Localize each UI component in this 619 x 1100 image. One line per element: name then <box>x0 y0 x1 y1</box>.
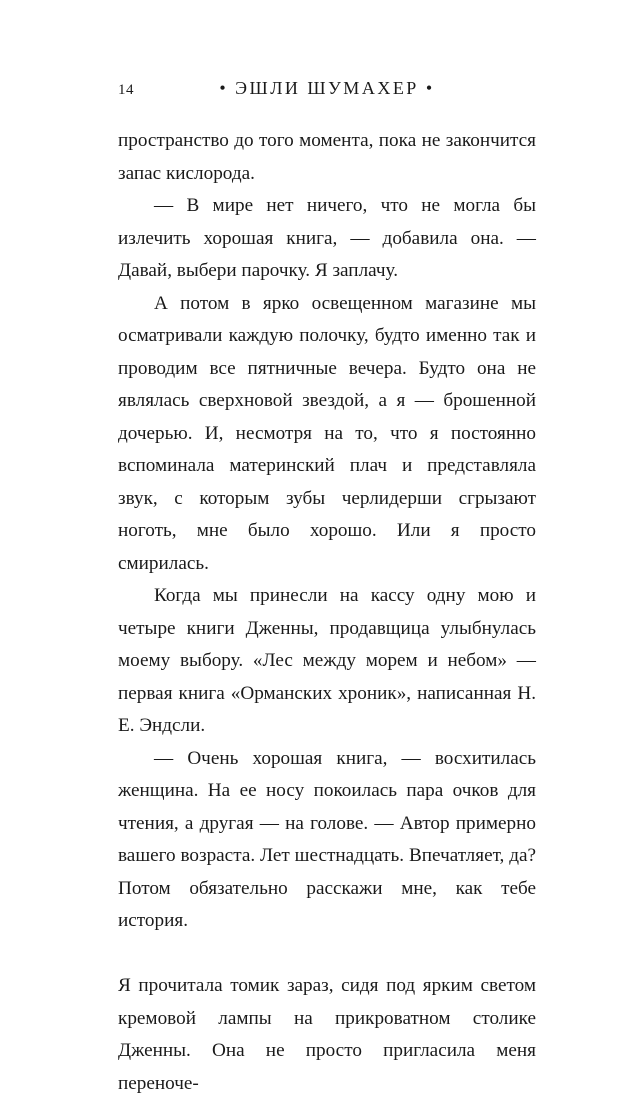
paragraph: А потом в ярко освещенном магазине мы осматривали каждую полочку, будто именно так и проводим все пятничные вечера. Будто она не являлась сверхновой звездой, а я — брошенной дочерью. И, несмотря на то, что я постоянно вспоминала материнский плач и представляла звук, с которым зубы черлидерши сгрызают ноготь, мне было хорошо. Или я просто смирилась. <box>118 292 536 574</box>
paragraph: — В мире нет ничего, что не могла бы излечить хорошая книга, — добавила она. — Давай, выбери парочку. Я заплачу. <box>118 195 536 281</box>
page-number: 14 <box>118 82 134 98</box>
paragraph-section-start: Я прочитала томик зараз, сидя под ярким светом кремовой лампы на прикроватном столике Дженны. Она не просто пригласила меня переноче- <box>118 975 536 1094</box>
paragraph: — Очень хорошая книга, — восхитилась женщина. На ее носу покоилась пара очков для чтения, а другая — на голове. — Автор примерно вашего возраста. Лет шестнадцать. Впечатляет, да? Потом обязательно расскажи мне, как тебе история. <box>118 747 536 931</box>
body-text <box>118 125 536 1100</box>
running-title: • ЭШЛИ ШУМАХЕР • <box>219 78 435 98</box>
paragraph: пространство до того момента, пока не закончится запас кислорода. <box>118 130 536 184</box>
paragraph: Когда мы принесли на кассу одну мою и четыре книги Дженны, продавщица улыбнулась моему выбору. «Лес между морем и небом» — первая книга «Орманских хроник», написанная Н. Е. Эндсли. <box>118 585 536 736</box>
running-head <box>118 78 536 102</box>
